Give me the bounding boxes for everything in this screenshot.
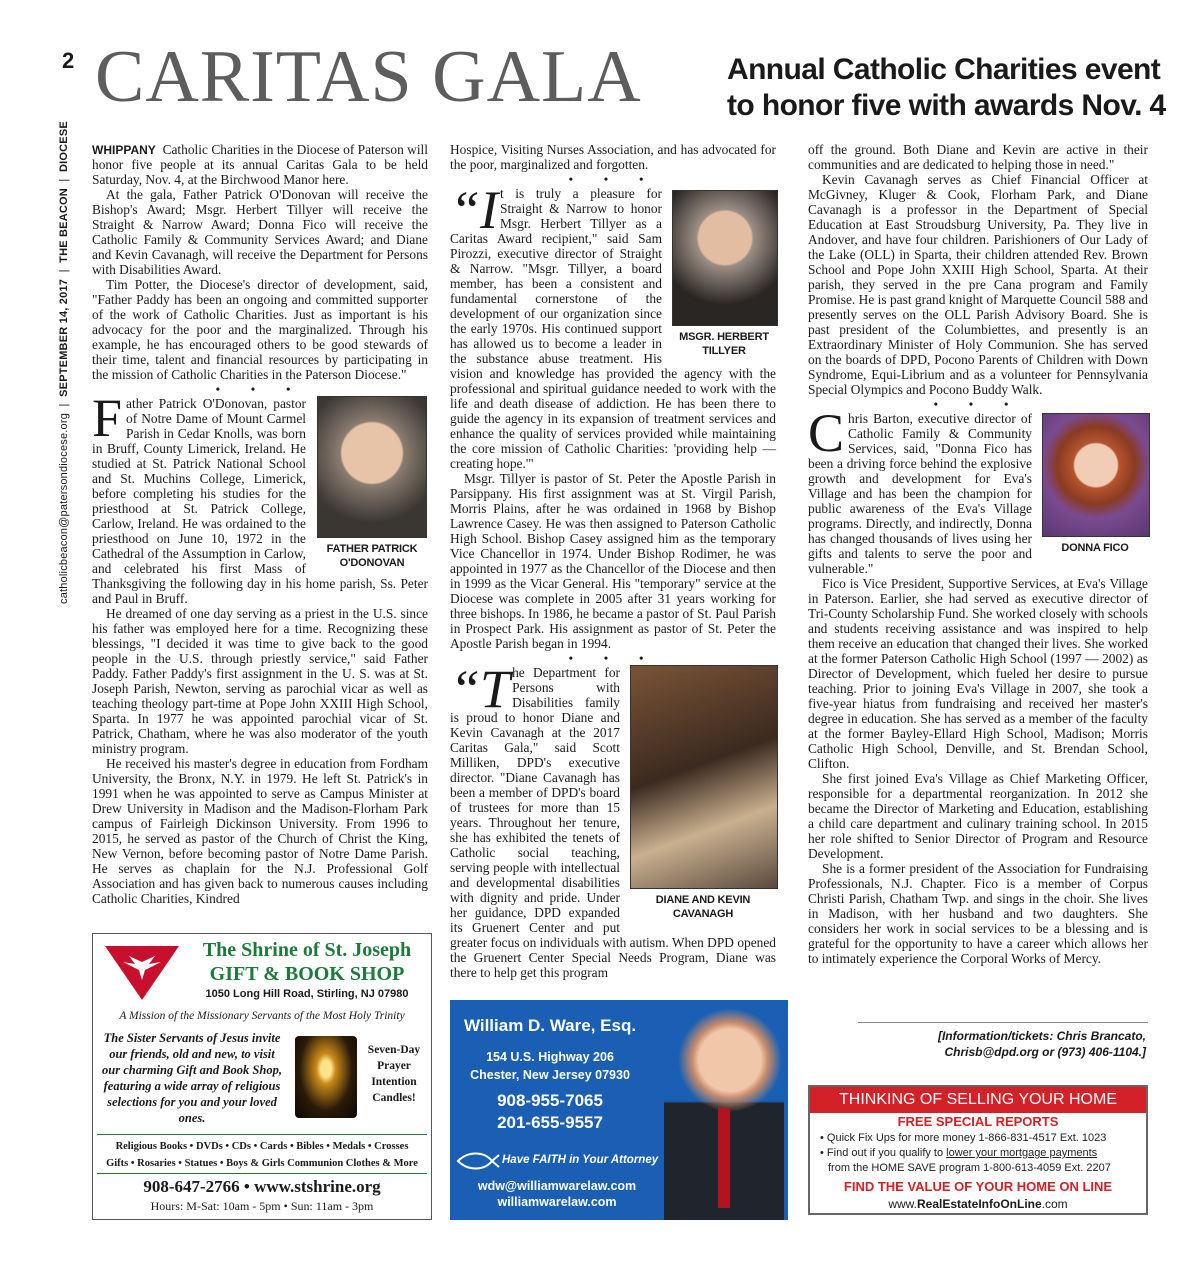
quote-cap: “I xyxy=(450,180,499,240)
sidebar-folio xyxy=(54,84,80,604)
headline: CARITAS GALA xyxy=(95,36,642,118)
section-divider: • • • xyxy=(568,172,658,186)
ad-william-ware[interactable] xyxy=(450,1000,788,1220)
article-column-2 xyxy=(450,142,776,982)
ad-re-bullets xyxy=(820,1131,1144,1176)
photo-figure-fico xyxy=(1042,413,1148,555)
dove-icon xyxy=(103,940,181,1002)
folio-date: SEPTEMBER 14, 2017 xyxy=(58,278,70,397)
ad-ware-name: William D. Ware, Esq. xyxy=(463,1016,637,1035)
ad-ware-email[interactable]: wdw@williamwarelaw.com xyxy=(477,1179,637,1193)
ad-re-header: THINKING OF SELLING YOUR HOME xyxy=(810,1087,1146,1113)
photo-figure-tillyer xyxy=(672,190,776,358)
ad-re-bullet-2-link[interactable]: lower your mortgage payments xyxy=(946,1147,1098,1159)
col1-p5: He dreamed of one day serving as a priest in the U.S. since his father was employed here for a time. Recognizing these blessings, "I decided it was time to give back to the good people in the U.S. through priestly service," said Father Paddy. Father Paddy's first assignment in the U. S. was at St. Joseph Parish, Newton, serving as parochial vicar as well as teaching theology part-time at Pope John XXIII High School, Sparta. In 1977 he was appointed parochial vicar of St. Patrick, Chatham, where he was also moderator of the youth ministry program. xyxy=(92,606,428,756)
photo-odonovan xyxy=(317,396,427,538)
subheadline: Annual Catholic Charities event to honor five with awards Nov. 4 xyxy=(727,53,1166,122)
ad-ware-web xyxy=(450,1178,664,1210)
photo-figure-odonovan xyxy=(316,396,428,570)
fish-icon xyxy=(456,1152,500,1170)
photo-tillyer xyxy=(672,190,778,326)
col1-p6: He received his master's degree in education from Fordham University, the Bronx, N.Y. in 1979. He left St. Patrick's in 1991 when he was appointed to serve as Campus Minister at Drew University in Madison and the Madison-Florham Park campus of Fairleigh Dickinson University. From 1996 to 2015, he served as pastor of the Church of Christ the King, New Vernon, before becoming pastor of Notre Dame Parish. He serves as chaplain for the N.J. Professional Golf Association and has given back to numerous causes including Catholic Charities, Kindred xyxy=(92,756,428,906)
folio-section: DIOCESE xyxy=(58,121,70,173)
ad-ware-address-1: 154 U.S. Highway 206 xyxy=(486,1050,614,1064)
folio-url: catholicbeacon@patersondiocese.org xyxy=(58,412,70,604)
folio-paper: THE BEACON xyxy=(58,188,70,263)
folio-text: catholicbeacon@patersondiocese.org | SEPTEMBER 14, 2017 | THE BEACON | DIOCESE xyxy=(58,121,70,604)
ad-ware-tagline: Have FAITH in Your Attorney xyxy=(502,1154,659,1166)
col3-p3: hris Barton, executive director of Catholic Family & Community Services, said, "Donna Fico has been a driving force behind the explosive growth and development for Eva's Village and has been the champion for public awareness of the Eva's Village programs. Directly, and indirectly, Donna has changed thousands of lives using her gifts and talents to serve the poor and vulnerable." xyxy=(808,411,1032,576)
col1-p1: Catholic Charities in the Diocese of Paterson will honor five people at its annual Caritas Gala to be held Saturday, Nov. 4, at the Birchwood Manor here. xyxy=(92,142,428,187)
col1-p3: Tim Potter, the Diocese's director of development, said, "Father Paddy has been an ongoing and committed supporter of the work of Catholic Charities. Just as important is his advocacy for the poor and the marginalized. Through his example, he has encouraged others to be good stewards of their time, talent and financial resources by participating in the mission of Catholic Charities in the Paterson Diocese." xyxy=(92,277,428,382)
ad-ware-website[interactable]: williamwarelaw.com xyxy=(497,1195,617,1209)
candle-image xyxy=(295,1036,357,1118)
ad-shrine-items xyxy=(95,1138,429,1172)
photo-caption-fico: DONNA FICO xyxy=(1061,542,1129,554)
ad-re-web[interactable] xyxy=(810,1197,1146,1211)
ad-ware-address xyxy=(450,1048,650,1084)
section-divider: • • • xyxy=(568,651,658,665)
photo-cavanagh xyxy=(630,665,778,889)
ad-re-sub: FREE SPECIAL REPORTS xyxy=(897,1114,1059,1129)
page-number: 2 xyxy=(62,48,75,73)
photo-ware-tie xyxy=(718,1108,730,1208)
ad-real-estate[interactable] xyxy=(808,1085,1148,1215)
ad-shrine-rule xyxy=(97,1134,427,1135)
photo-caption-cavanagh: DIANE AND KEVIN CAVANAGH xyxy=(655,894,751,920)
info-rule xyxy=(858,1022,1148,1023)
photo-figure-cavanagh xyxy=(630,665,776,921)
drop-cap: C xyxy=(808,403,845,463)
ad-ware-address-2: Chester, New Jersey 07930 xyxy=(470,1068,630,1082)
col3-p6: She is a former president of the Association for Fundraising Professionals, N.J. Chapter. Fico is a member of Corpus Christi Parish, Chatham Twp. and sings in the choir. She lives in Madison, with her husband and two daughters. She considers her work in social services to be a blessing and is grateful for the opportunity to have a career which allows her to intimately experience the Corporal Works of Mercy. xyxy=(808,861,1148,966)
ad-ware-phone-1[interactable]: 908-955-7065 xyxy=(497,1091,603,1110)
info-line-1: [Information/tickets: Chris Brancato, xyxy=(937,1029,1146,1043)
col3-p4: Fico is Vice President, Supportive Services, at Eva's Village in Paterson. Earlier, she had served as executive director of Tri-County Scholarship Fund. She worked closely with schools and students receiving assistance and was inspired to help them receive an education that changed their lives. She worked at the former Paterson Catholic High School (1997 — 2002) as Director of Development, which fueled her desire to pursue teaching. Prior to joining Eva's Village in 2007, she took a five-year hiatus from fundraising and received her master's degree in education. She has served as a member of the faculty at the former Bayley-Ellard High School, Madison; Morris Catholic High School, Denville, and St. Brendan School, Clifton. xyxy=(808,576,1148,771)
article-column-3 xyxy=(808,142,1148,1012)
ad-re-bullet-2-post: from the HOME SAVE program 1-800-613-4059 Ext. 2207 xyxy=(828,1162,1111,1174)
col3-p2: Kevin Cavanagh serves as Chief Financial Officer at McGivney, Kluger & Cook, Florham Park, and Diane Cavanagh is a professor in the Department of Special Education at East Stroudsburg University, Pa. They live in Andover, and have four children. Parishioners of Our Lady of the Lake (OLL) in Sparta, their children attended Rev. Brown School and Pope John XXIII High School, Sparta. At their parish, they served in the pre Cana program and Family Promise. He is past grand knight of Marquette Council 588 and presently serves on the OLL Parish Advisory Board. She is past president of the Columbiettes, and presently is an Extraordinary Minister of Holy Communion. She has served on the boards of DPD, Pocono Parents of Children with Down Syndrome, Equi-Librium and as a volunteer for Pennsylvania Special Olympics and Pocono Buddy Walk. xyxy=(808,172,1148,397)
dateline: WHIPPANY xyxy=(92,143,156,157)
section-divider: • • • xyxy=(933,397,1023,411)
col2-p3: Msgr. Tillyer is pastor of St. Peter the Apostle Parish in Parsippany. His first assignment was at St. Virgil Parish, Morris Plains, after he was ordained in 1968 by Bishop Lawrence Casey. He was then assigned to Paterson Catholic High School. Bishop Casey assigned him as the temporary Vice Chancellor in 1974. Under Bishop Rodimer, he was appointed in 1977 as the Chancellor of the Diocese and then in 1999 as the Vicar General. His "temporary" service at the Diocese was complete in 2005 after 31 years working for three bishops. In 1986, he became a pastor of St. Paul Parish in Prospect Park. His assignment as pastor of St. Peter the Apostle Parish began in 1994. xyxy=(450,471,776,651)
col1-p4: ather Patrick O'Donovan, pastor of Notre Dame of Mount Carmel Parish in Cedar Knolls, was born in Bruff, County Limerick, Ireland. He studied at St. Patrick National School and St. Muchins College, Limerick, before completing his studies for the priesthood at St. Patrick College, Carlow, Ireland. He was ordained to the priesthood on June 10, 1972 in the Cathedral of the Assumption in Carlow, and celebrated his first Mass of Thanksgiving the following day in his home parish, Ss. Peter and Paul in Bruff. xyxy=(92,396,428,606)
article-column-1 xyxy=(92,142,428,922)
ad-shrine-mission: A Mission of the Missionary Servants of the Most Holy Trinity xyxy=(119,1010,405,1022)
ad-re-web-pre: www. xyxy=(888,1197,917,1211)
ad-shrine-rule-2 xyxy=(97,1173,427,1174)
ad-shrine-gift-shop[interactable] xyxy=(92,933,432,1220)
ad-re-bullet-1-text: Quick Fix Ups for more money 1-866-831-4517 Ext. 1023 xyxy=(826,1132,1107,1144)
ad-re-web-bold: RealEstateInfoOnLine xyxy=(916,1197,1042,1211)
ad-ware-phone-2[interactable]: 201-655-9557 xyxy=(497,1113,603,1132)
ad-shrine-title xyxy=(189,938,425,986)
col2-p2: t is truly a pleasure for Straight & Narrow to honor Msgr. Herbert Tillyer as a Caritas Award recipient," said Sam Pirozzi, executive director of Straight & Narrow. "Msgr. Tillyer, a board member, has been a consistent and fundamental cornerstone of the development of our organization since the early 1970s. His continued support has allowed us to become a leader in the substance abuse treatment. His vision and knowledge has provided the agency with the professional and spiritual guidance needed to work with the life and death disease of addiction. He has been there to guide the agency in its expansion of treatment services and enhance the quality of services provided while maintaining the core mission of Catholic Charities: 'providing help — creating hope.'" xyxy=(450,186,776,471)
ad-re-bullet-1: • Quick Fix Ups for more money 1-866-831-4517 Ext. 1023 xyxy=(820,1132,1107,1144)
info-line-2: Chrisb@dpd.org or (973) 406-1104.] xyxy=(944,1045,1146,1059)
ad-re-web-post: .com xyxy=(1041,1197,1068,1211)
ad-shrine-address: 1050 Long Hill Road, Stirling, NJ 07980 xyxy=(205,988,409,1000)
drop-cap: F xyxy=(92,388,123,448)
ad-re-bullet-2: • Find out if you qualify to lower your mortgage payments xyxy=(820,1147,1098,1159)
ad-shrine-title-2: GIFT & BOOK SHOP xyxy=(209,963,405,985)
photo-fico xyxy=(1042,413,1150,537)
ad-shrine-hours: Hours: M-Sat: 10am - 5pm • Sun: 11am - 3pm xyxy=(150,1199,374,1213)
photo-caption-odonovan: FATHER PATRICK O'DONOVAN xyxy=(326,543,418,569)
info-tickets xyxy=(800,1028,1146,1060)
ad-shrine-items-2: Gifts • Rosaries • Statues • Boys & Girls Communion Clothes & More xyxy=(106,1158,418,1169)
quote-cap: “T xyxy=(450,659,511,719)
ad-shrine-candles: Seven-Day Prayer Intention Candles! xyxy=(367,1044,421,1104)
ad-shrine-contact[interactable]: 908-647-2766 • www.stshrine.org xyxy=(143,1177,381,1196)
ad-ware-phones xyxy=(450,1090,650,1134)
ad-shrine-items-1: Religious Books • DVDs • CDs • Cards • Bibles • Medals • Crosses xyxy=(115,1141,409,1152)
ad-shrine-title-1: The Shrine of St. Joseph xyxy=(202,939,412,961)
photo-caption-tillyer: MSGR. HERBERT TILLYER xyxy=(679,331,769,357)
col2-p4: he Department for Persons with Disabilities family is proud to honor Diane and Kevin Cavanagh at the 2017 Caritas Gala," said Scott Milliken, DPD's executive director. "Diane Cavanagh has been a member of DPD's board of trustees for more than 15 years. Throughout her tenure, she has exhibited the tenets of Catholic social teaching, serving people with intellectual and developmental disabilities with dignity and pride. Under her guidance, DPD expanded its Gruenert Center and put greater focus on individuals with autism. When DPD opened the Gruenert Center Special Needs Program, Diane was there to help get this program xyxy=(450,665,776,980)
col2-p1: Hospice, Visiting Nurses Association, and has advocated for the poor, marginalized and forgotten. xyxy=(450,142,776,172)
col3-p1: off the ground. Both Diane and Kevin are active in their communities and are dedicated to helping those in need." xyxy=(808,142,1148,172)
ad-re-find: FIND THE VALUE OF YOUR HOME ON LINE xyxy=(843,1179,1113,1194)
ad-re-bullet-2-pre: Find out if you qualify to xyxy=(826,1147,947,1159)
section-divider: • • • xyxy=(215,382,305,396)
ad-shrine-invite: The Sister Servants of Jesus invite our friends, old and new, to visit our charming Gift and Book Shop, featuring a wide array of religious selections for you and your loved ones. xyxy=(102,1031,282,1125)
col1-p2: At the gala, Father Patrick O'Donovan will receive the Bishop's Award; Msgr. Herbert Tillyer will receive the Straight & Narrow Award; Donna Fico will receive the Catholic Family & Community Services Award; and Diane and Kevin Cavanagh, will receive the Department for Persons with Disabilities Award. xyxy=(92,187,428,277)
col3-p5: She first joined Eva's Village as Chief Marketing Officer, responsible for a departmental reorganization. In 2012 she became the Director of Marketing and Education, establishing a child care department and culinary training school. In 2015 her role shifted to Senior Director of Program and Resource Development. xyxy=(808,771,1148,861)
